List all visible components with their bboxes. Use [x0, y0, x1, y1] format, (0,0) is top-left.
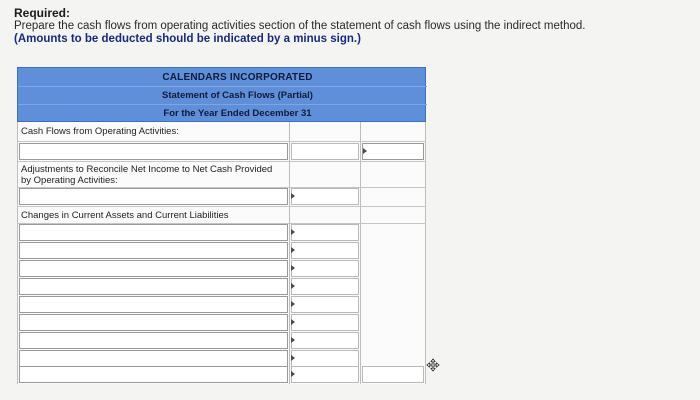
line-item-label-input[interactable] [19, 143, 288, 160]
instructions [14, 6, 694, 46]
instruction-prompt: Prepare the cash flows from operating activities section of the statement of cash flows using the indirect method. [14, 20, 586, 32]
company-name: CALENDARS INCORPORATED [162, 72, 313, 83]
dropdown-indicator-icon [291, 301, 295, 307]
operating-activities-label: Cash Flows from Operating Activities: [21, 126, 179, 137]
amount-input[interactable] [291, 188, 359, 205]
row-divider [17, 161, 426, 162]
required-heading: Required: [14, 6, 71, 20]
changes-label: Changes in Current Assets and Current Liabilities [21, 210, 229, 221]
dropdown-indicator-icon [291, 371, 295, 377]
move-cursor-icon [426, 358, 440, 372]
dropdown-indicator-icon [363, 148, 367, 154]
dropdown-indicator-icon [291, 193, 295, 199]
statement-header [17, 67, 426, 122]
statement-period: For the Year Ended December 31 [163, 108, 312, 119]
dropdown-indicator-icon [291, 355, 295, 361]
amount-input[interactable] [291, 143, 359, 160]
dropdown-indicator-icon [291, 319, 295, 325]
line-item-label-input[interactable] [19, 332, 288, 349]
adjustments-label: Adjustments to Reconcile Net Income to Net Cash Provided by Operating Activities: [21, 164, 273, 186]
amount-input[interactable] [291, 314, 359, 331]
line-item-label-input[interactable] [19, 242, 288, 259]
amount-input[interactable] [291, 278, 359, 295]
line-item-label-input[interactable] [19, 366, 288, 383]
dropdown-indicator-icon [291, 229, 295, 235]
amount-input[interactable] [291, 242, 359, 259]
line-item-label-input[interactable] [19, 224, 288, 241]
total-input[interactable] [362, 143, 424, 160]
header-divider [18, 86, 427, 87]
line-item-label-input[interactable] [19, 314, 288, 331]
line-item-label-input[interactable] [19, 278, 288, 295]
amount-input[interactable] [291, 260, 359, 277]
minus-sign-note: (Amounts to be deducted should be indicated by a minus sign.) [14, 33, 361, 45]
amount-input[interactable] [291, 296, 359, 313]
amount-input[interactable] [291, 224, 359, 241]
line-item-label-input[interactable] [19, 296, 288, 313]
statement-title: Statement of Cash Flows (Partial) [162, 90, 313, 101]
dropdown-indicator-icon [291, 247, 295, 253]
amount-input[interactable] [291, 332, 359, 349]
dropdown-indicator-icon [291, 283, 295, 289]
total-input[interactable] [362, 366, 424, 383]
line-item-label-input[interactable] [19, 350, 288, 367]
amount-input[interactable] [291, 350, 359, 367]
dropdown-indicator-icon [291, 337, 295, 343]
line-item-label-input[interactable] [19, 188, 288, 205]
cash-flow-worksheet [17, 67, 426, 384]
amount-input[interactable] [291, 366, 359, 383]
row-divider [17, 206, 426, 207]
line-item-label-input[interactable] [19, 260, 288, 277]
dropdown-indicator-icon [291, 265, 295, 271]
header-divider [18, 104, 427, 105]
row-divider [17, 141, 426, 142]
